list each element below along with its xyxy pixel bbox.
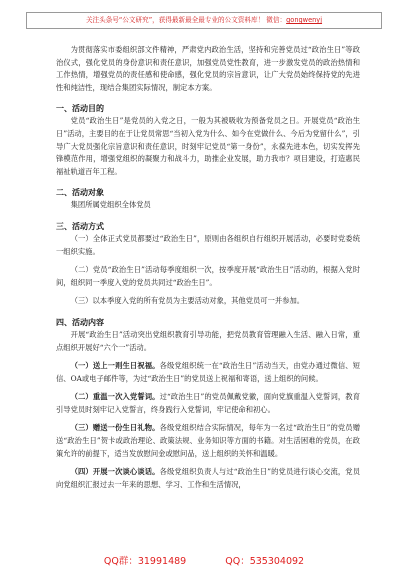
method-item-3: （三）以本季度入党的所有党员为主要活动对象，其他党员可一并参加。 [70, 296, 305, 306]
qq-number: QQ：535304092 [225, 556, 305, 567]
content-item-1 [56, 360, 360, 385]
document-body [56, 44, 360, 491]
section-title-content: 四、活动内容 [56, 317, 104, 327]
target-paragraph: 集团所属党组织全体党员 [70, 200, 151, 210]
method-item-2: （二）党员“政治生日”活动每季度组织一次，按季度开展“政治生日”活动的，根据入党时间，组织同一季度入党的党员共同过“政治生日”。 [56, 265, 360, 287]
section-title-purpose: 一、活动目的 [56, 104, 104, 114]
section-title-method: 三、活动方式 [56, 221, 104, 231]
content-item-2 [56, 391, 360, 416]
content-item-4-body: 各级党组织负责人与过“政治生日”的党员进行谈心交流，党员向党组织汇报过去一年来的思想、学习、工作和生活情况， [56, 467, 360, 489]
purpose-paragraph: 党员“政治生日”是党员的入党之日，一般为其被吸收为预备党员之日。开展党员“政治生日”活动，主要目的在于让党员常思“当初入党为什么、如今在党做什么、今后为党留什么”，引导广大党员强化宗旨意识和责任意识，时刻牢记党员“第一身份”，永葆先进本色，切实发挥先锋模范作用，增强党组织的凝聚力和战斗力，助推企业发展，助力我市？项目建设，打造惠民福祉轨道百年工程。 [56, 116, 360, 176]
content-item-4 [56, 466, 360, 491]
content-item-2-heading: （二）重温一次入党誓词。 [70, 392, 160, 402]
content-item-3 [56, 422, 360, 460]
wechat-link[interactable]: gongwenyj [286, 16, 323, 24]
intro-paragraph: 为贯彻落实市委组织部文件精神，严肃党内政治生活，坚持和完善党员过“政治生日”等政治仪式，强化党员的身份意识和责任意识，加强党员党性教育，进一步激发党员的政治热情和工作热情，增强党员的责任感和使命感，强化党员的宗旨意识，让广大党员始终保持党的先进性和纯洁性，现结合集团实际情况，制定本方案。 [56, 45, 360, 92]
content-item-3-heading: （三）赠送一份生日礼物。 [70, 423, 160, 433]
promo-banner-text: 关注头条号“公文研究”，获得最新最全最专业的公文资料库！ 微信： [85, 16, 287, 24]
qq-group-number: QQ群：31991489 [103, 556, 187, 567]
content-item-4-heading: （四）开展一次谈心谈话。 [70, 467, 160, 477]
content-intro-paragraph: 开展“政治生日”活动突出党组织教育引导功能，把党员教育管理融入生活、融入日常，重点组织开展好“六个一”活动。 [56, 329, 360, 352]
section-title-target: 二、活动对象 [56, 188, 104, 198]
content-item-1-body: 各级党组织统一在“政治生日”活动当天，由党办通过微信、短信、OA或电子邮件等，为过“政治生日”的党员送上祝福和寄语，送上组织的问候。 [56, 361, 360, 383]
content-item-3-body: 各级党组织结合实际情况，每年为一名过“政治生日”的党员赠送“政治生日”贺卡或政治理论、政策法规、业务知识等方面的书籍。对生活困难的党员，在政策允许的前提下，适当发放慰问金或慰问品，送上组织的关怀和温暖。 [56, 423, 360, 458]
content-item-1-heading: （一）送上一则生日祝福。 [70, 361, 160, 371]
promo-banner [26, 12, 382, 29]
method-item-1: （一）全体正式党员都要过“政治生日”，原则由各组织自行组织开展活动，必要时党委统一组织实施。 [56, 233, 360, 256]
content-item-2-body: 过“政治生日”的党员佩戴党徽，面向党旗重温入党誓词，教育引导党员时刻牢记入党誓言，终身践行入党誓词，牢记使命和初心。 [56, 392, 360, 414]
contact-footer [0, 552, 408, 572]
